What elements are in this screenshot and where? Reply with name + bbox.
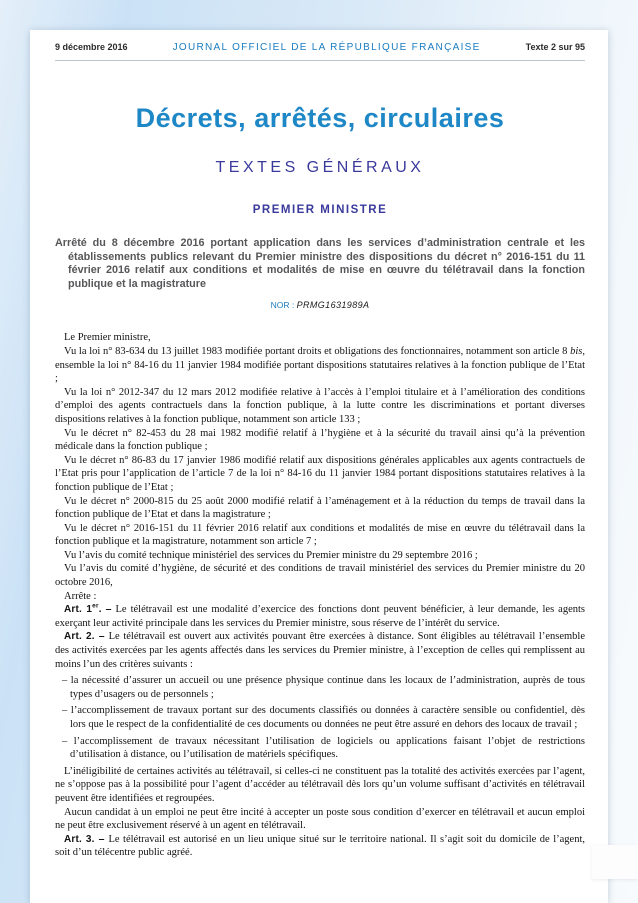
visa-paragraph: Vu le décret n° 82-453 du 28 mai 1982 modifié relatif à l’hygiène et à la sécurité du travail ainsi qu’à la prévention médicale dans la fonction publique ; bbox=[55, 427, 585, 453]
page-content bbox=[30, 30, 608, 860]
article-3-text: Le télétravail est autorisé en un lieu unique situé sur le territoire national. Il s’agit soit du domicile de l’agent, soit d’un télécentre public agréé. bbox=[55, 833, 585, 859]
bullet-item: – l’accomplissement de travaux nécessitant l’utilisation de logiciels ou applications faisant l’objet de restrictions d’utilisation à distance, ou l’utilisation de matériels spécifiques. bbox=[62, 735, 585, 761]
running-header bbox=[55, 42, 585, 53]
visa-paragraph: Vu l’avis du comité d’hygiène, de sécurité et des conditions de travail ministériel des services du Premier ministre du 20 octobre 2016, bbox=[55, 563, 585, 589]
visa-text: , ensemble la loi n° 84-16 du 11 janvier 1984 modifiée portant dispositions statutaires relatives à la fonction publique de l’Etat ; bbox=[55, 345, 585, 385]
masthead-title: Décrets, arrêtés, circulaires bbox=[135, 103, 505, 133]
article-2-paragraph: L’inéligibilité de certaines activités au télétravail, si celles-ci ne constituent pas la totalité des activités exercées par l’agent, ne s’oppose pas à la possibilité pour l’agent d’accéder au télétravail dès lors qu’un volume suffisant d’activités en télétravail peuvent être identifiées et regroupées. bbox=[55, 765, 585, 804]
visa-paragraph: Vu le décret n° 86-83 du 17 janvier 1986 modifié relatif aux dispositions générales applicables aux agents contractuels de l’Etat pris pour l’application de l’article 7 de la loi n° 84-16 du 11 janvier 1984 portant dispositions statutaires relatives à la fonction publique de l’Etat ; bbox=[55, 454, 585, 493]
article-dash: – bbox=[98, 630, 105, 643]
article-1-text: Le télétravail est une modalité d’exercice des fonctions dont peuvent bénéficier, à leur demande, les agents exerçant leur activité principale dans les services du Premier ministre, sous réserve de l’intérêt du service. bbox=[55, 604, 585, 629]
visa-paragraph bbox=[55, 345, 585, 386]
bullet-item: – l’accomplissement de travaux portant sur des documents classifiés ou données à caractère sensible ou confidentiel, dès lors que le respect de la confidentialité de ces documents ou données ne peut être assuré en dehors des locaux de travail ; bbox=[62, 705, 585, 730]
article-1 bbox=[55, 603, 585, 630]
section-title: TEXTES GÉNÉRAUX bbox=[215, 159, 425, 176]
article-dash: – bbox=[98, 832, 105, 845]
header-text-ref: Texte 2 sur 95 bbox=[525, 42, 585, 52]
visa-paragraph: Vu la loi n° 2012-347 du 12 mars 2012 modifiée relative à l’accès à l’emploi titulaire et à l’amélioration des conditions d’emploi des agents contractuels dans la fonction publique, à la lutte contre les discriminations et portant diverses dispositions relatives à la fonction publique, notamment son article 133 ; bbox=[55, 386, 585, 425]
article-2-label: Art. 2. bbox=[64, 631, 95, 643]
corner-overlay bbox=[592, 845, 638, 879]
header-rule bbox=[55, 60, 585, 61]
visa-italic: bis bbox=[570, 345, 583, 357]
ministry-heading: PREMIER MINISTRE bbox=[252, 204, 388, 216]
bullet-list bbox=[62, 674, 585, 762]
article-2-paragraph: Aucun candidat à un emploi ne peut être incité à accepter un poste sous condition d’exercer en télétravail et aucun emploi ne peut être exclusivement réservé à un agent en télétravail. bbox=[55, 806, 585, 832]
article-1-label: Art. 1er. bbox=[64, 602, 102, 616]
journal-title: JOURNAL OFFICIEL DE LA RÉPUBLIQUE FRANÇAISE bbox=[172, 42, 481, 53]
visa-text: Vu la loi n° 83-634 du 13 juillet 1983 modifiée portant droits et obligations des fonctionnaires, notamment son article 8 bbox=[64, 345, 571, 357]
nor-label: NOR : bbox=[270, 300, 295, 311]
article-2 bbox=[55, 630, 585, 671]
visa-paragraph: Vu le décret n° 2000-815 du 25 août 2000 modifié relatif à l’aménagement et à la réduction du temps de travail dans la fonction publique de l’Etat et dans la magistrature ; bbox=[55, 495, 585, 521]
body-text bbox=[55, 331, 585, 860]
act-heading: Arrêté du 8 décembre 2016 portant application dans les services d’administration centrale et les établissements publics relevant du Premier ministre des dispositions du décret n° 2016-151 du 11 février 2016 relatif aux conditions et modalités de mise en œuvre du télétravail dans la fonction publique et la magistrature bbox=[55, 237, 585, 290]
document-page bbox=[30, 30, 608, 903]
bullet-item: – la nécessité d’assurer un accueil ou une présence physique continue dans les locaux de l’administration, auprès de tous types d’usagers ou de personnels ; bbox=[62, 675, 585, 700]
visa-paragraph: Vu le décret n° 2016-151 du 11 février 2016 relatif aux conditions et modalités de mise en œuvre du télétravail dans la fonction publique et la magistrature, notamment son article 7 ; bbox=[55, 522, 585, 548]
visa-paragraph: Vu l’avis du comité technique ministériel des services du Premier ministre du 29 septembre 2016 ; bbox=[64, 549, 478, 561]
opening-line: Le Premier ministre, bbox=[64, 332, 151, 344]
nor-value: PRMG1631989A bbox=[296, 300, 370, 311]
article-3-label: Art. 3. bbox=[64, 833, 95, 845]
article-dash: – bbox=[105, 603, 112, 616]
header-date: 9 décembre 2016 bbox=[55, 42, 128, 52]
article-3 bbox=[55, 833, 585, 860]
article-2-text: Le télétravail est ouvert aux activités pouvant être exercées à distance. Sont éligibles au télétravail l’ensemble des activités exercées par les agents affectés dans les services du Premier ministre, à l’exception de celles qui remplissent au moins l’un des critères suivants : bbox=[55, 631, 585, 670]
nor-line bbox=[55, 300, 585, 310]
enacting-formula: Arrête : bbox=[64, 590, 97, 602]
ordinal-superscript: er bbox=[92, 602, 99, 610]
